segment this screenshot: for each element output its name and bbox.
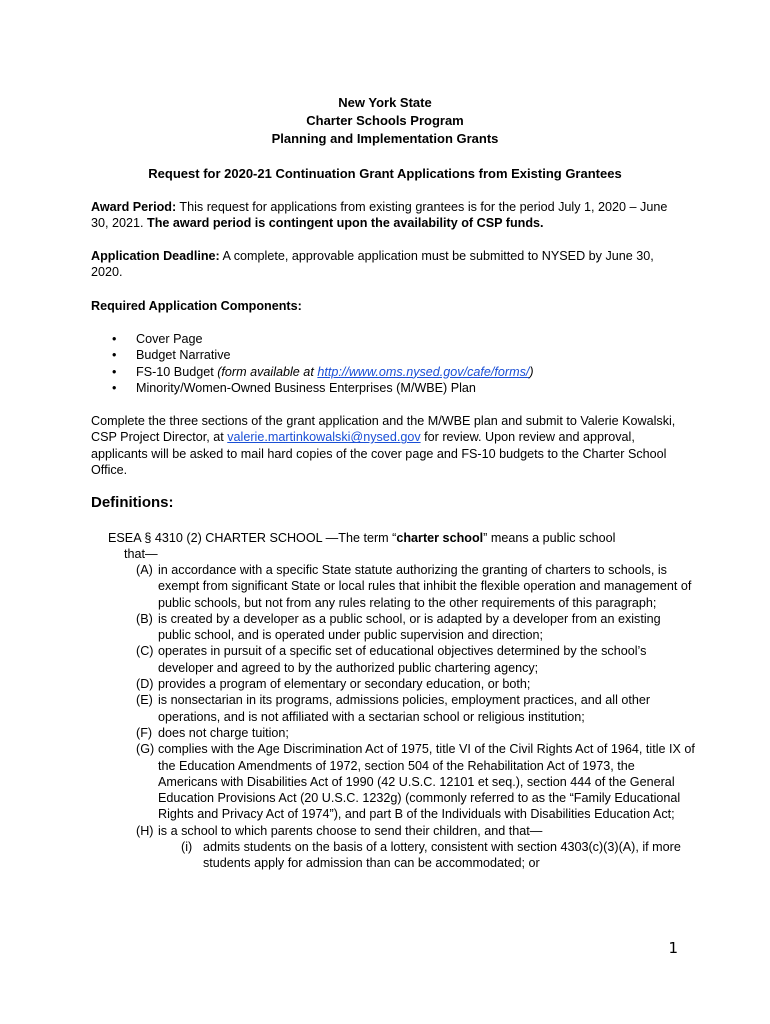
definition-item: (G) complies with the Age Discrimination Act of 1975, title VI of the Civil Rights Act of 1964, title IX of the Education Amendments of 1972, section 504 of the Rehabilitation Act of 1973, the Americans with Disabilities Act of 1990 (42 U.S.C. 12101 et seq.), section 444 of the General Education Provisions Act (20 U.S.C. 1232g) (commonly referred to as the “Family Educational Rights and Privacy Act of 1974”), and part B of the Individuals with Disabilities Education Act; (136, 742, 695, 822)
request-subtitle: Request for 2020-21 Continuation Grant Applications from Existing Grantees (148, 166, 622, 181)
definition-item: (H) is a school to which parents choose to send their children, and that— (136, 823, 543, 838)
award-period-text: This request for applications from existing grantees is for the period July 1, 2020 – June 30, 2021. (91, 200, 668, 231)
award-period-label: Award Period: (91, 200, 177, 214)
header-line-program: Charter Schools Program (306, 113, 464, 128)
definition-sub-item: (i) admits students on the basis of a lottery, consistent with section 4303(c)(3)(A), if more students apply for admission than can be accommodated; or (181, 840, 681, 871)
components-list (91, 331, 534, 396)
deadline-paragraph (91, 248, 687, 281)
instructions-paragraph: Complete the three sections of the grant application and the M/WBE plan and submit to Valerie Kowalski, CSP Project Director, at valerie.martinkowalski@nysed.gov for review. Upon review and approval, applicants will be asked to mail hard copies of the cover page and FS-10 budgets to the Charter School Office. (91, 414, 676, 477)
esea-intro: ESEA § 4310 (2) CHARTER SCHOOL —The term “charter school” means a public school that— (108, 531, 616, 562)
definition-item: (B) is created by a developer as a public school, or is adapted by a developer from an existing public school, and is operated under public supervision and direction; (136, 611, 661, 643)
bullet-icon: • (112, 348, 117, 363)
definition-item: (D) provides a program of elementary or secondary education, or both; (136, 677, 531, 692)
bullet-icon: • (112, 380, 117, 395)
components-heading: Required Application Components: (91, 299, 302, 313)
header-line-grants: Planning and Implementation Grants (271, 131, 499, 146)
bullet-icon: • (112, 364, 117, 379)
email-link[interactable]: valerie.martinkowalski@nysed.gov (227, 430, 421, 445)
header-line-state: New York State (338, 95, 432, 110)
definition-items (136, 562, 696, 872)
award-period-paragraph (91, 199, 687, 232)
definition-item: (C) operates in pursuit of a specific set of educational objectives determined by the school’s developer and agreed to by the authorized public chartering agency; (136, 644, 647, 675)
list-item: • FS-10 Budget (form available at http://www.oms.nysed.gov/cafe/forms/) (112, 364, 534, 379)
definitions-heading: Definitions: (91, 494, 174, 511)
definition-item: (A) in accordance with a specific State statute authorizing the granting of charters to schools, is exempt from significant State or local rules that inhibit the flexible operation and management of public schools, but not from any rules relating to the other requirements of this paragraph; (136, 563, 692, 610)
forms-link[interactable]: http://www.oms.nysed.gov/cafe/forms/ (317, 364, 530, 379)
list-item: • Budget Narrative (112, 348, 231, 363)
page-number: 1 (668, 939, 678, 957)
definition-item: (E) is nonsectarian in its programs, admissions policies, employment practices, and all other operations, and is not affiliated with a sectarian school or religious institution; (136, 693, 651, 724)
definition-item: (F) does not charge tuition; (136, 725, 289, 740)
document-header (91, 94, 679, 148)
deadline-label: Application Deadline: (91, 249, 220, 263)
list-item: • Cover Page (112, 332, 203, 346)
award-period-contingent: The award period is contingent upon the availability of CSP funds. (147, 216, 544, 231)
list-item: • Minority/Women-Owned Business Enterprises (M/WBE) Plan (112, 380, 476, 395)
deadline-text: A complete, approvable application must be submitted to NYSED by June 30, 2020. (91, 249, 654, 280)
bullet-icon: • (112, 332, 117, 346)
